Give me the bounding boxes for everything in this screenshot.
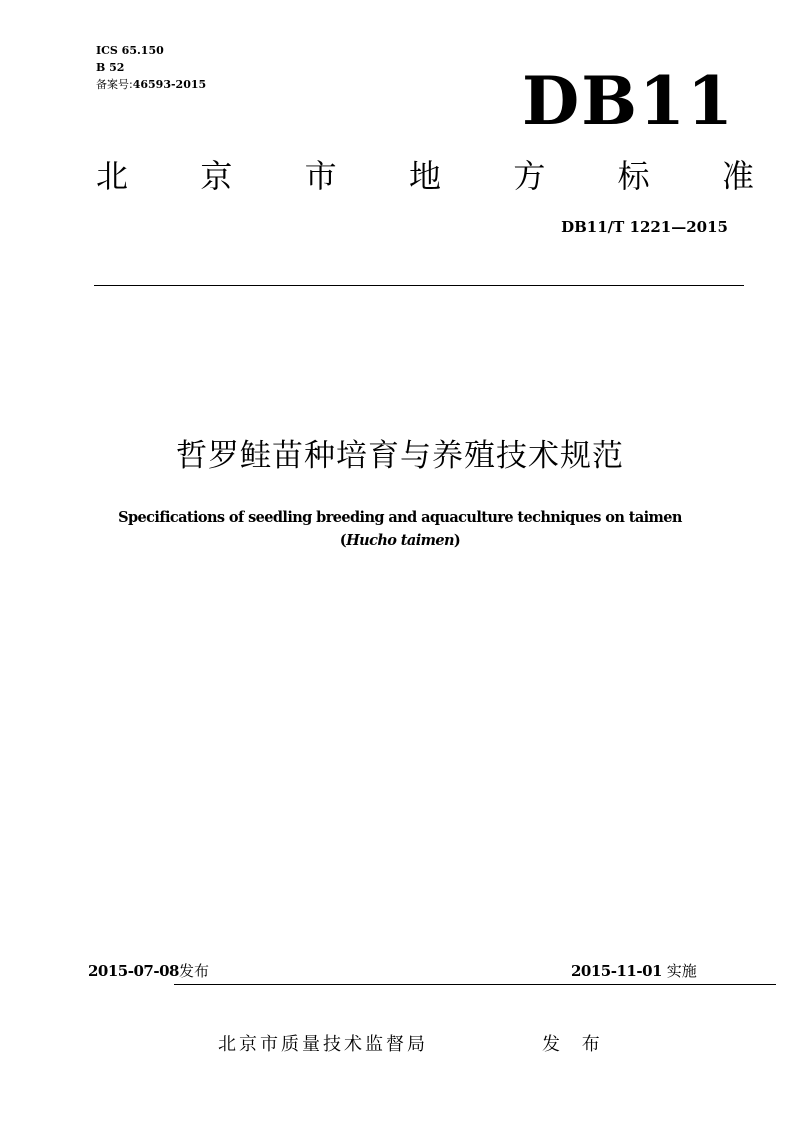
- standard-code-logo: DB11: [522, 62, 735, 140]
- issue-date: 2015-07-08: [88, 962, 179, 980]
- standard-type-title: [96, 156, 754, 196]
- standard-number: DB11/T 1221—2015: [561, 218, 728, 236]
- record-number-line: [96, 76, 206, 93]
- footer-divider: [174, 984, 776, 985]
- header-divider: [94, 285, 744, 286]
- standard-type-char: 地: [408, 157, 441, 195]
- scientific-name: Hucho taimen: [346, 532, 454, 549]
- publisher: 北京市质量技术监督局: [218, 1034, 428, 1055]
- issue-label: 发布: [178, 962, 209, 980]
- classification-block: [96, 42, 206, 93]
- record-label: 备案号:: [96, 78, 133, 91]
- standard-type-char: 北: [96, 157, 129, 195]
- publish-label: 发 布: [542, 1034, 608, 1055]
- title-en-line2: (Hucho taimen): [339, 532, 461, 549]
- document-title-zh: 哲罗鲑苗种培育与养殖技术规范: [176, 438, 624, 474]
- ccs-code: B 52: [96, 61, 125, 74]
- ics-code: ICS 65.150: [96, 44, 164, 57]
- standard-type-char: 标: [617, 157, 650, 195]
- document-title-en: [0, 506, 800, 552]
- standard-type-char: 市: [304, 157, 337, 195]
- standard-type-char: 京: [200, 157, 233, 195]
- implementation-label: 实施: [666, 962, 697, 980]
- title-en-line1: Specifications of seedling breeding and aquaculture techniques on taimen: [118, 509, 682, 526]
- issue-date-line: [88, 960, 209, 981]
- record-number: 46593-2015: [132, 78, 207, 91]
- standard-type-char: 方: [513, 157, 546, 195]
- implementation-date: 2015-11-01: [571, 962, 662, 980]
- standard-type-char: 准: [721, 157, 754, 195]
- implementation-date-line: [571, 960, 697, 981]
